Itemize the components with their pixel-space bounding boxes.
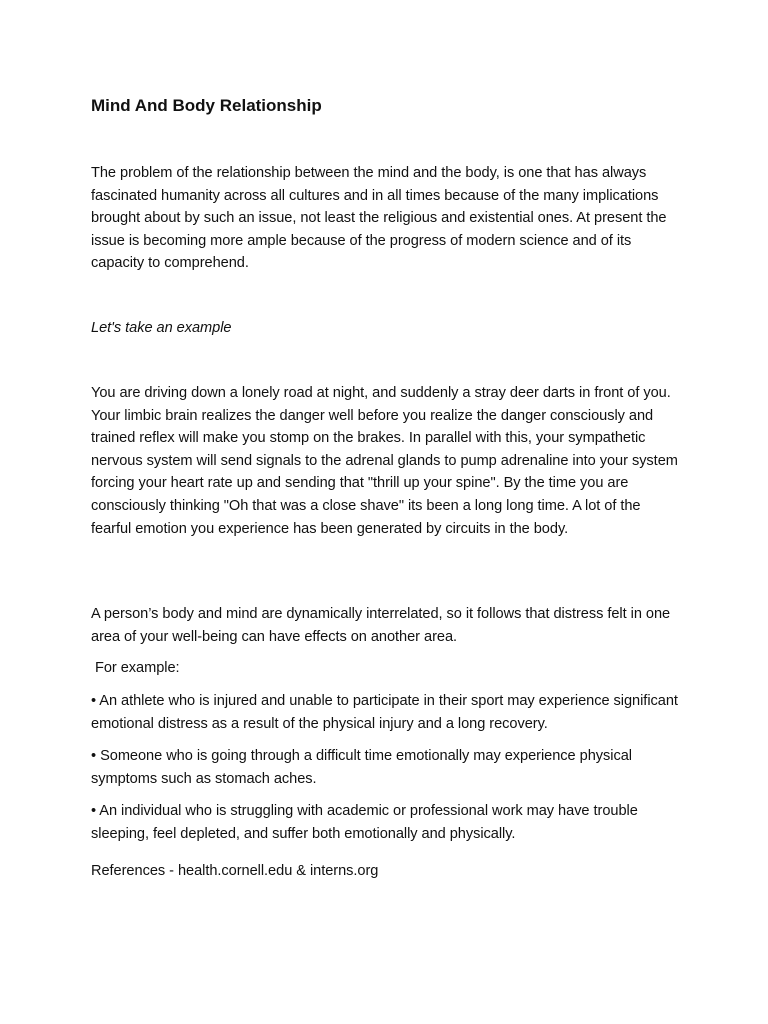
example-heading: Let's take an example: [91, 320, 232, 336]
bullet-item-athlete: • An athlete who is injured and unable to participate in their sport may experience significant emotional distress as a result of the physical injury and a long recovery.: [91, 693, 678, 732]
intro-paragraph: The problem of the relationship between the mind and the body, is one that has always fascinated humanity across all cultures and in all times because of the many implications brought about by such an issue, not least the religious and existential ones. At present the issue is becoming more ample because of the progress of modern science and of its capacity to comprehend.: [91, 165, 667, 272]
interrelation-paragraph: A person’s body and mind are dynamically interrelated, so it follows that distress felt in one area of your well-being can have effects on another area.: [91, 606, 671, 645]
document-title: Mind And Body Relationship: [91, 96, 322, 115]
references-line: References - health.cornell.edu & interns.org: [91, 863, 379, 879]
story-paragraph: You are driving down a lonely road at night, and suddenly a stray deer darts in front of you. Your limbic brain realizes the danger well before you realize the danger consciously and trained reflex will make you stomp on the brakes. In parallel with this, your sympathetic nervous system will send signals to the adrenal glands to pump adrenaline into your system forcing your heart rate up and sending that "thrill up your spine". By the time you are consciously thinking "Oh that was a close shave" its been a long long time. A lot of the fearful emotion you experience has been generated by circuits in the body.: [91, 385, 678, 537]
bullet-item-emotional: • Someone who is going through a difficult time emotionally may experience physical symptoms such as stomach aches.: [91, 748, 632, 787]
bullet-item-academic: • An individual who is struggling with academic or professional work may have trouble sleeping, feel depleted, and suffer both emotionally and physically.: [91, 803, 638, 842]
document-page: [91, 0, 681, 1024]
for-example-label: For example:: [95, 660, 180, 676]
